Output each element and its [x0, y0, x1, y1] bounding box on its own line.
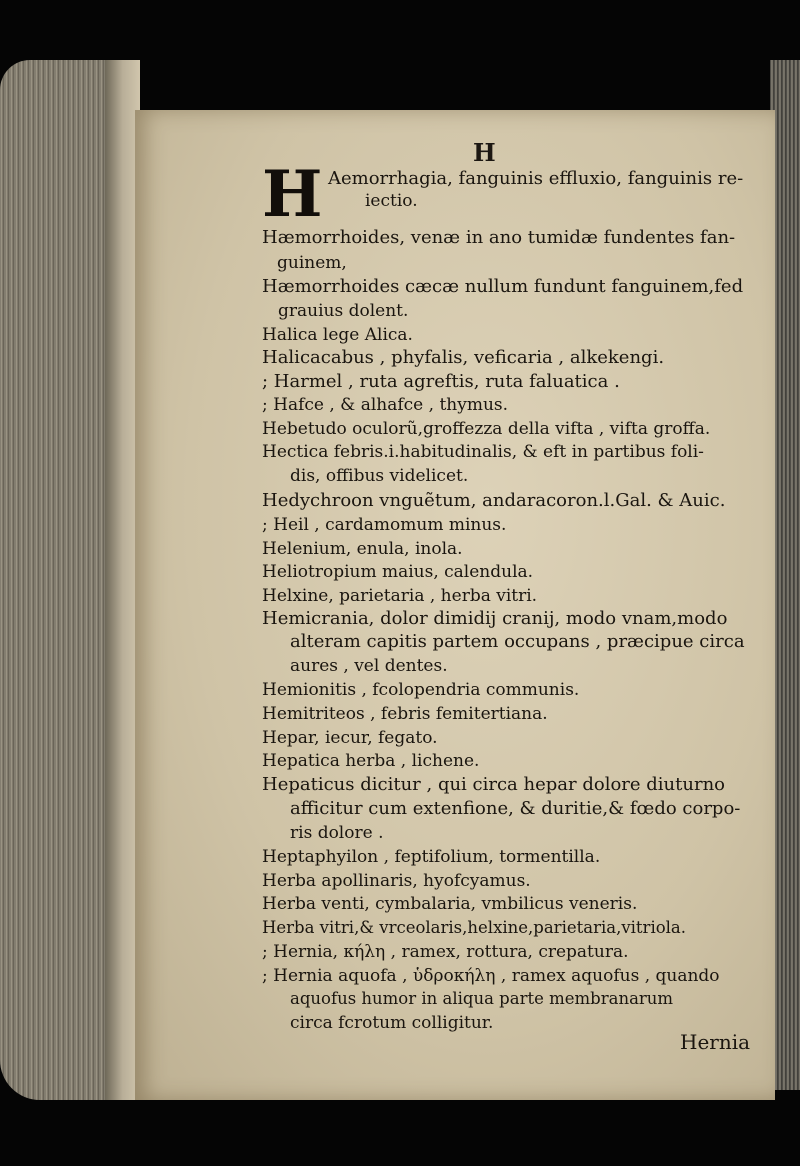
entry-line: Heptaphyilon , feptifolium, tormentilla. — [262, 847, 601, 867]
running-header-letter: H — [473, 138, 497, 167]
entry-line: Halicacabus , phyfalis, veficaria , alkekengi. — [262, 347, 665, 368]
entry-line: Hæmorrhoides cæcæ nullum fundunt fanguinem,fed — [262, 276, 744, 297]
entry-line: ; Hernia, κήλη , ramex, rottura, crepatura. — [262, 942, 629, 962]
entry-line: Hemionitis , fcolopendria communis. — [262, 680, 580, 700]
entry-line: guinem, — [277, 253, 347, 273]
entry-line: Herba apollinaris, hyofcyamus. — [262, 871, 531, 891]
entry-line: grauius dolent. — [278, 301, 409, 321]
entry-line: Herba venti, cymbalaria, vmbilicus veneris. — [262, 894, 638, 914]
drop-cap-initial: H — [262, 157, 323, 232]
entry-line: Hepatica herba , lichene. — [262, 751, 480, 771]
entry-line: Helenium, enula, inola. — [262, 539, 463, 559]
entry-line: Hedychroon vnguẽtum, andaracoron.l.Gal. & Auic. — [262, 490, 726, 511]
entry-line: ; Hernia aquofa , ὑδροκήλη , ramex aquofus , quando — [262, 966, 720, 986]
catchword: Hernia — [680, 1030, 751, 1054]
entry-line: Hectica febris.i.habitudinalis, & eft in partibus foli- — [262, 442, 704, 462]
entry-line: ; Hafce , & alhafce , thymus. — [262, 395, 509, 415]
entry-line: Halica lege Alica. — [262, 325, 413, 345]
entry-line: Hepaticus dicitur , qui circa hepar dolore diuturno — [262, 774, 725, 795]
entry-line: ; Harmel , ruta agreftis, ruta faluatica . — [262, 371, 620, 392]
entry-line: dis, offibus videlicet. — [290, 466, 469, 486]
entry-line: Hebetudo oculorũ,groffezza della vifta , vifta groffa. — [262, 419, 711, 439]
entry-line: Helxine, parietaria , herba vitri. — [262, 586, 538, 606]
entry-line: Hepar, iecur, fegato. — [262, 728, 438, 748]
entry-line: Aemorrhagia, fanguinis effluxio, fanguinis re- — [328, 168, 744, 189]
entry-line: Heliotropium maius, calendula. — [262, 562, 534, 582]
entry-line: aures , vel dentes. — [290, 656, 448, 676]
entry-line: ; Heil , cardamomum minus. — [262, 515, 507, 535]
entry-line: Hemitriteos , febris femitertiana. — [262, 704, 548, 724]
entry-line: alteram capitis partem occupans , præcipue circa — [290, 631, 745, 652]
entry-line: Hemicrania, dolor dimidij cranij, modo vnam,modo — [262, 608, 728, 629]
entry-line: Herba vitri,& vrceolaris,helxine,parietaria,vitriola. — [262, 918, 687, 937]
entry-line: circa fcrotum colligitur. — [290, 1013, 494, 1033]
entry-line: iectio. — [365, 191, 418, 211]
entry-line: afficitur cum extenfione, & duritie,& fœdo corpo- — [290, 798, 741, 819]
entry-line: aquofus humor in aliqua parte membranarum — [290, 989, 674, 1008]
entry-line: ris dolore . — [290, 823, 384, 843]
entry-line: Hæmorrhoides, venæ in ano tumidæ fundentes fan- — [262, 227, 736, 248]
